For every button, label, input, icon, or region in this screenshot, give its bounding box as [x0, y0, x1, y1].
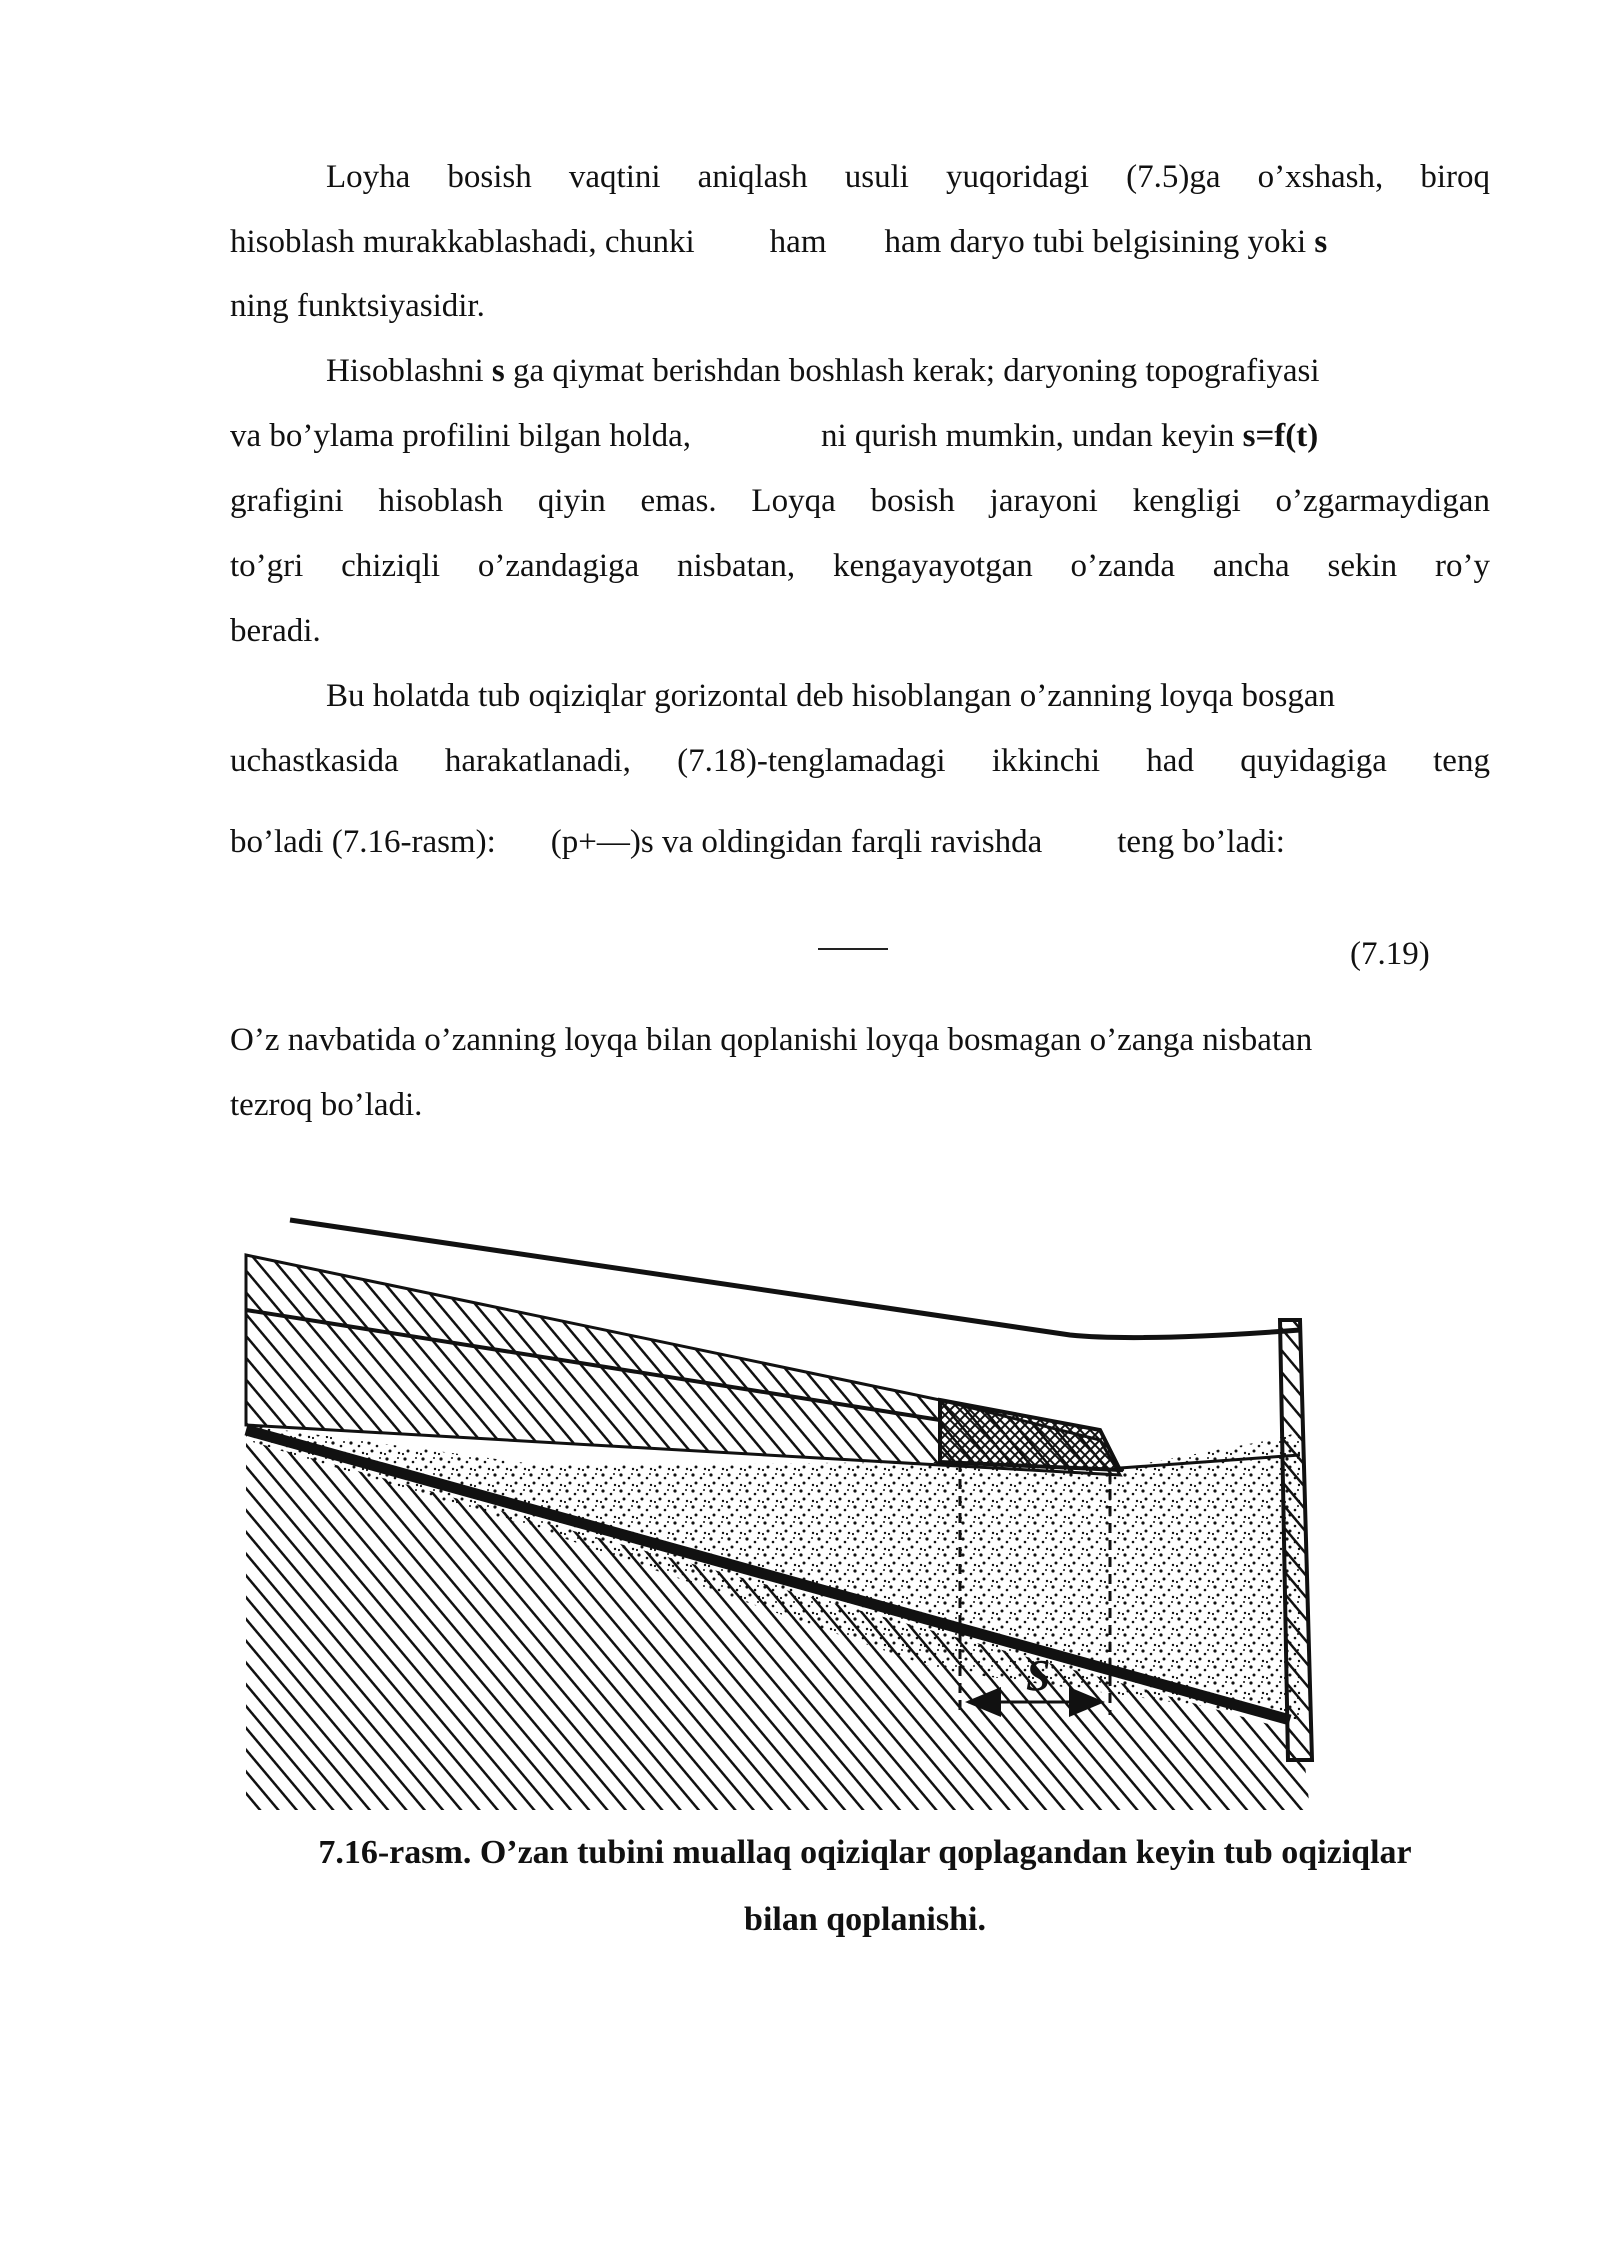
- p1-line2-s: s: [1314, 224, 1328, 260]
- figure-caption-line1: 7.16-rasm. O’zan tubini muallaq oqiziqlar qoplagandan keyin tub oqiziqlar: [318, 1834, 1412, 1871]
- p2-line2: [230, 416, 1490, 456]
- p2-line3-word: kengligi: [1132, 483, 1241, 519]
- p1-line1: [326, 157, 1490, 197]
- p3-line3-c: teng bo’ladi:: [1117, 824, 1285, 860]
- equation-fraction-bar: [818, 948, 888, 950]
- p3-line2-word: ikkinchi: [991, 743, 1101, 779]
- p2-line4-word: ro’y: [1434, 548, 1490, 584]
- p2-line5: beradi.: [230, 613, 321, 649]
- right-wall: [1280, 1320, 1312, 1760]
- p2-line2-formula: s=f(t): [1242, 418, 1319, 454]
- p2-line3-word: hisoblash: [378, 483, 504, 519]
- p1-line1-word: o’xshash,: [1257, 159, 1384, 195]
- p4-line2: tezroq bo’ladi.: [230, 1087, 423, 1123]
- p2-line4-word: chiziqli: [341, 548, 441, 584]
- p1-line2-a: hisoblash murakkablashadi, chunki: [230, 224, 695, 260]
- p2-line4-word: ancha: [1212, 548, 1290, 584]
- p2-line2-b: ni qurish mumkin, undan keyin: [820, 418, 1235, 454]
- p1-line1-word: (7.5)ga: [1126, 159, 1221, 195]
- p2-line4-word: sekin: [1327, 548, 1398, 584]
- p2-line3-word: jarayoni: [989, 483, 1098, 519]
- p1-line2-b: ham: [769, 224, 827, 260]
- p2-line1: [326, 351, 1490, 391]
- p1-line2-c: ham daryo tubi belgisining yoki: [884, 224, 1307, 260]
- p3-line2-word: uchastkasida: [230, 743, 399, 779]
- p2-line3-word: emas.: [640, 483, 717, 519]
- p2-line4: [230, 546, 1490, 586]
- p1-line1-word: usuli: [844, 159, 909, 195]
- p3-line2-word: teng: [1433, 743, 1490, 779]
- p2-line1-a: Hisoblashni: [326, 353, 484, 389]
- p3-line1: Bu holatda tub oqiziqlar gorizontal deb hisoblangan o’zanning loyqa bosgan: [326, 678, 1336, 714]
- p1-line2: [230, 222, 1490, 262]
- bedload-deposit-block: [940, 1400, 1120, 1470]
- p2-line1-s: s: [491, 353, 505, 389]
- p1-line1-word: bosish: [447, 159, 532, 195]
- p2-line4-word: to’gri: [230, 548, 304, 584]
- p1-line1-word: aniqlash: [697, 159, 808, 195]
- p4-line1: O’z navbatida o’zanning loyqa bilan qoplanishi loyqa bosmagan o’zanga nisbatan: [230, 1022, 1313, 1058]
- p1-line1-word: Loyha: [326, 159, 411, 195]
- p3-line2: [230, 741, 1490, 781]
- s-label: S: [1026, 1651, 1051, 1700]
- p3-line3-b: (p+—)s va oldingidan farqli ravishda: [550, 824, 1043, 860]
- equation-number: (7.19): [1350, 936, 1430, 972]
- p2-line2-a: va bo’ylama profilini bilgan holda,: [230, 418, 691, 454]
- p2-line3-word: o’zgarmaydigan: [1275, 483, 1490, 519]
- p2-line3-word: Loyqa: [751, 483, 836, 519]
- p3-line2-word: quyidagiga: [1240, 743, 1387, 779]
- p2-line3-word: bosish: [870, 483, 955, 519]
- p2-line4-word: kengayayotgan: [832, 548, 1033, 584]
- p2-line3-word: qiyin: [537, 483, 606, 519]
- p3-line3: [230, 822, 1490, 862]
- p2-line4-word: o’zandagiga: [477, 548, 640, 584]
- p2-line4-word: o’zanda: [1070, 548, 1175, 584]
- p3-line2-word: had: [1146, 743, 1194, 779]
- figure-caption-line2: bilan qoplanishi.: [744, 1901, 986, 1938]
- p3-line3-a: bo’ladi (7.16-rasm):: [230, 824, 496, 860]
- p2-line3: [230, 481, 1490, 521]
- p1-line1-word: biroq: [1420, 159, 1490, 195]
- p2-line1-b: ga qiymat berishdan boshlash kerak; daryoning topografiyasi: [513, 353, 1320, 389]
- riverbed-sediment-diagram: [240, 1200, 1540, 1820]
- p3-line2-word: harakatlanadi,: [444, 743, 631, 779]
- p3-line2-word: (7.18)-tenglamadagi: [677, 743, 946, 779]
- p1-line1-word: yuqoridagi: [946, 159, 1090, 195]
- p1-line1-word: vaqtini: [568, 159, 661, 195]
- p2-line4-word: nisbatan,: [676, 548, 796, 584]
- p1-line3: ning funktsiyasidir.: [230, 288, 485, 324]
- p2-line3-word: grafigini: [230, 483, 344, 519]
